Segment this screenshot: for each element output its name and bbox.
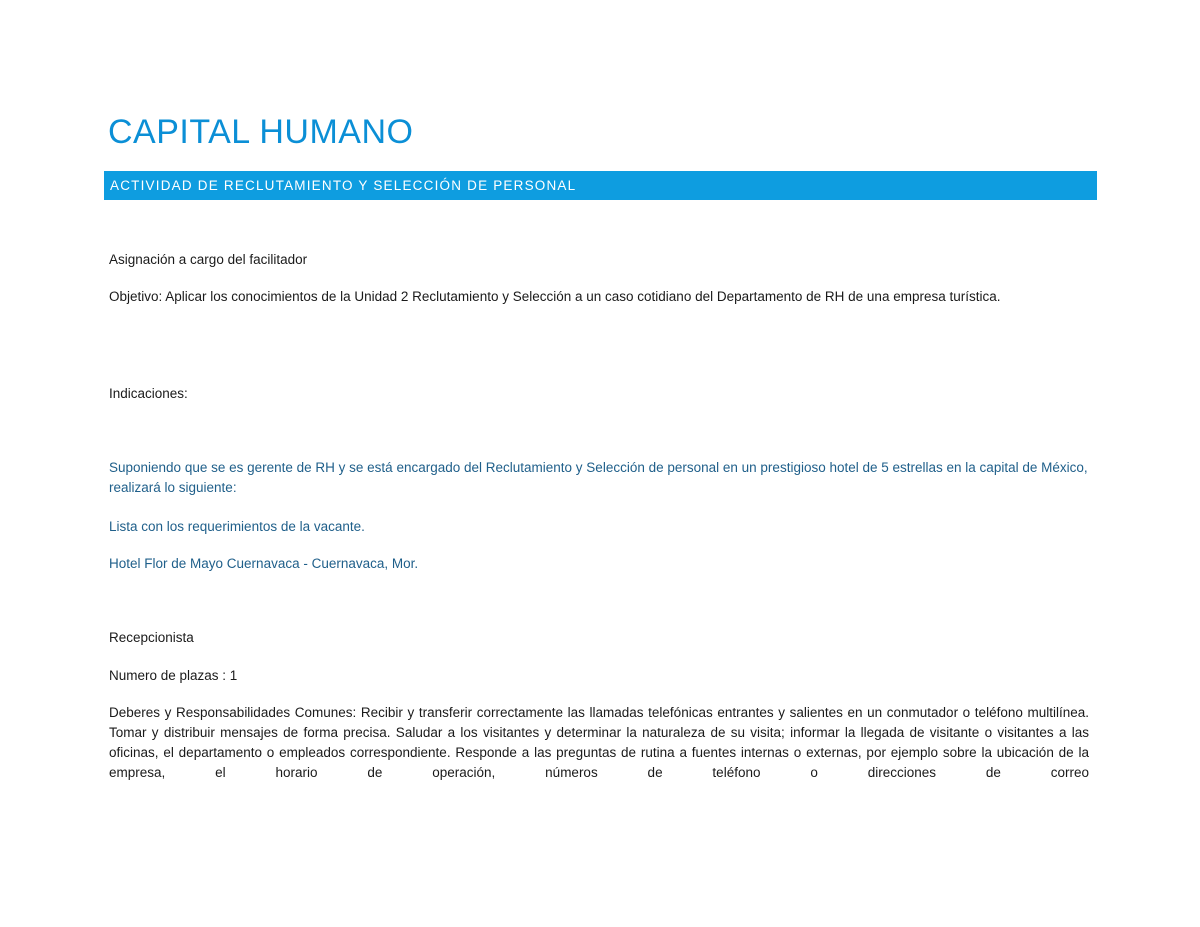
scenario-paragraph: Suponiendo que se es gerente de RH y se está encargado del Reclutamiento y Selección de personal en un prestigioso hotel de 5 estrellas en la capital de México, realizará lo siguiente:: [109, 460, 1088, 495]
indications-label: Indicaciones:: [109, 386, 188, 401]
hotel-line: Hotel Flor de Mayo Cuernavaca - Cuernavaca, Mor.: [109, 556, 419, 571]
assignment-line: Asignación a cargo del facilitador: [109, 252, 308, 267]
objective-paragraph: Objetivo: Aplicar los conocimientos de la Unidad 2 Reclutamiento y Selección a un caso cotidiano del Departamento de RH de una empresa turística.: [109, 289, 1001, 304]
position-title: Recepcionista: [109, 630, 194, 645]
requirements-heading: Lista con los requerimientos de la vacante.: [109, 519, 365, 534]
duties-paragraph: Deberes y Responsabilidades Comunes: Recibir y transferir correctamente las llamadas telefónicas entrantes y salientes en un conmutador o teléfono multilínea. Tomar y distribuir mensajes de forma precisa. Saludar a los visitantes y determinar la naturaleza de su visita; informar la llegada de visitante o visitantes a las oficinas, el departamento o empleados correspondiente. Responde a las preguntas de rutina a fuentes internas o externas, por ejemplo sobre la ubicación de la empresa, el horario de operación, números de teléfono o direcciones de correo: [109, 705, 1089, 780]
document-title: CAPITAL HUMANO: [108, 113, 414, 151]
vacancies-line: Numero de plazas : 1: [109, 668, 238, 683]
subtitle-banner: ACTIVIDAD DE RECLUTAMIENTO Y SELECCIÓN DE PERSONAL: [104, 171, 1097, 200]
